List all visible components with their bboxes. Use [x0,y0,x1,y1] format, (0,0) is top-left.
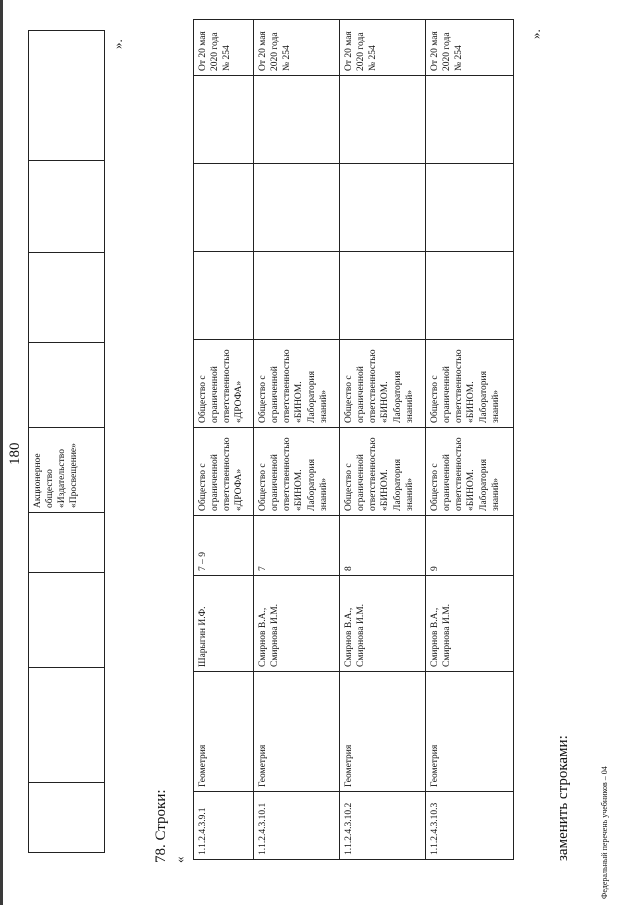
row-order: От 20 мая 2020 года № 254 [340,20,426,76]
row-grade: 7 – 9 [194,516,254,576]
row-publisher-short: Общество с ограниченной ответственностью «БИНОМ. Лаборатория знаний» [254,340,340,428]
row-publisher-short: Общество с ограниченной ответственностью «БИНОМ. Лаборатория знаний» [426,340,514,428]
row-order: От 20 мая 2020 года № 254 [254,20,340,76]
row-subject: Геометрия [340,672,426,792]
main-table [193,19,514,860]
row-code: 1.1.2.4.3.9.1 [194,792,254,860]
row-empty-2 [194,164,254,252]
row-code: 1.1.2.4.3.10.2 [340,792,426,860]
top-cell-empty-2 [29,253,105,343]
row-grade: 8 [340,516,426,576]
row-empty-1 [254,252,340,340]
top-cell-publisher: Акционерное общество «Издательство «Просвещение» [29,428,105,513]
row-subject: Геометрия [254,672,340,792]
row-author: Шарыгин И.Ф. [194,576,254,672]
table-row [194,20,254,860]
row-subject: Геометрия [194,672,254,792]
top-cell-subject [29,668,105,783]
footer-text: Федеральный перечень учебников – 04 [600,766,609,899]
table-row [340,20,426,860]
row-publisher: Общество с ограниченной ответственностью «БИНОМ. Лаборатория знаний» [426,428,514,516]
row-empty-2 [340,164,426,252]
row-publisher-short: Общество с ограниченной ответственностью «БИНОМ. Лаборатория знаний» [340,340,426,428]
top-cell-author [29,573,105,668]
row-empty-3 [340,76,426,164]
row-author: Смирнов В.А., Смирнова И.М. [254,576,340,672]
opening-quote: « [172,856,187,863]
replace-heading: заменить строками: [555,735,571,861]
closing-quote-bottom: ». [528,29,543,39]
row-subject: Геометрия [426,672,514,792]
row-empty-2 [426,164,514,252]
top-cell-empty-1 [29,343,105,428]
row-order: От 20 мая 2020 года № 254 [194,20,254,76]
row-publisher: Общество с ограниченной ответственностью «ДРОФА» [194,428,254,516]
row-order: От 20 мая 2020 года № 254 [426,20,514,76]
row-publisher: Общество с ограниченной ответственностью «БИНОМ. Лаборатория знаний» [254,428,340,516]
top-cell-code [29,783,105,853]
table-row [254,20,340,860]
row-author: Смирнов В.А., Смирнова И.М. [340,576,426,672]
closing-quote-top: ». [110,39,125,49]
top-table [28,30,105,853]
row-code: 1.1.2.4.3.10.1 [254,792,340,860]
row-author: Смирнов В.А., Смирнова И.М. [426,576,514,672]
row-code: 1.1.2.4.3.10.3 [426,792,514,860]
row-empty-3 [426,76,514,164]
table-row [426,20,514,860]
row-empty-2 [254,164,340,252]
row-empty-3 [194,76,254,164]
row-empty-3 [254,76,340,164]
row-publisher-short: Общество с ограниченной ответственностью «ДРОФА» [194,340,254,428]
row-grade: 9 [426,516,514,576]
top-cell-empty-4 [29,31,105,161]
row-grade: 7 [254,516,340,576]
row-empty-1 [194,252,254,340]
page-number: 180 [7,442,23,465]
row-publisher: Общество с ограниченной ответственностью «БИНОМ. Лаборатория знаний» [340,428,426,516]
top-cell-empty-3 [29,161,105,253]
row-empty-1 [426,252,514,340]
section-heading: 78. Строки: [153,789,169,863]
row-empty-1 [340,252,426,340]
top-cell-grade [29,513,105,573]
